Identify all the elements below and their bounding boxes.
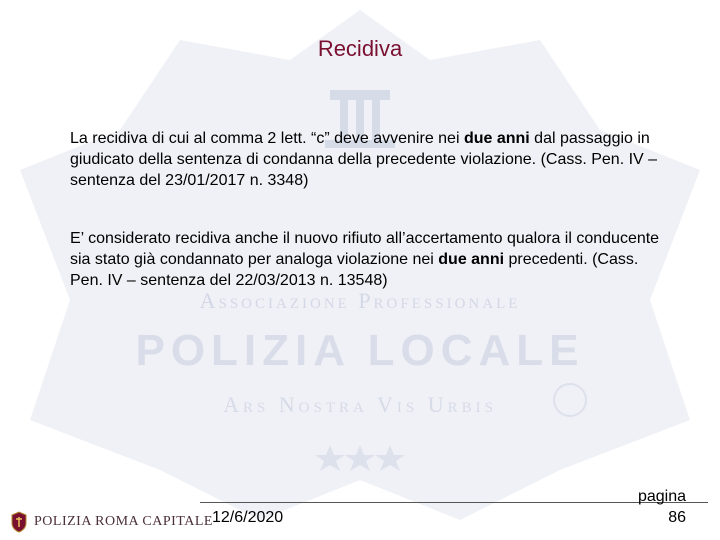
svg-text:Ars Nostra Vis Urbis: Ars Nostra Vis Urbis xyxy=(223,392,497,417)
page-label: pagina xyxy=(637,488,686,505)
paragraph2-text-a: E’ considerato recidiva anche il nuovo rifiuto all’accertamento qualora il conducente sia stato già condannato per analoga violazione nei xyxy=(70,230,660,268)
paragraph1-text-a: La recidiva di cui al comma 2 lett. “c” deve avvenire nei xyxy=(70,130,464,147)
crest-icon xyxy=(10,511,28,533)
paragraph-recidiva-terms xyxy=(70,128,670,191)
paragraph1-text-b: dal passaggio in giudicato della sentenza di condanna della precedente violazione. (Cass. Pen. IV – sentenza del 23/01/2017 n. 3348) xyxy=(70,130,658,189)
slide-title: Recidiva xyxy=(317,36,403,61)
footer-divider xyxy=(200,502,708,503)
footer-logo-text: POLIZIA ROMA CAPITALE xyxy=(34,514,213,529)
paragraph2-text-b: precedenti. (Cass. Pen. IV – sentenza del 22/03/2013 n. 13548) xyxy=(70,251,639,289)
footer-logo xyxy=(10,510,213,534)
paragraph2-bold: due anni xyxy=(438,251,505,268)
svg-text:Associazione Professionale: Associazione Professionale xyxy=(199,288,521,313)
footer-date: 12/6/2020 xyxy=(212,509,284,526)
paragraph-refusal-recidiva xyxy=(70,228,670,291)
svg-text:POLIZIA LOCALE: POLIZIA LOCALE xyxy=(135,326,585,375)
page-number: 86 xyxy=(668,509,686,526)
page-indicator xyxy=(638,486,686,528)
paragraph1-bold: due anni xyxy=(463,130,530,147)
